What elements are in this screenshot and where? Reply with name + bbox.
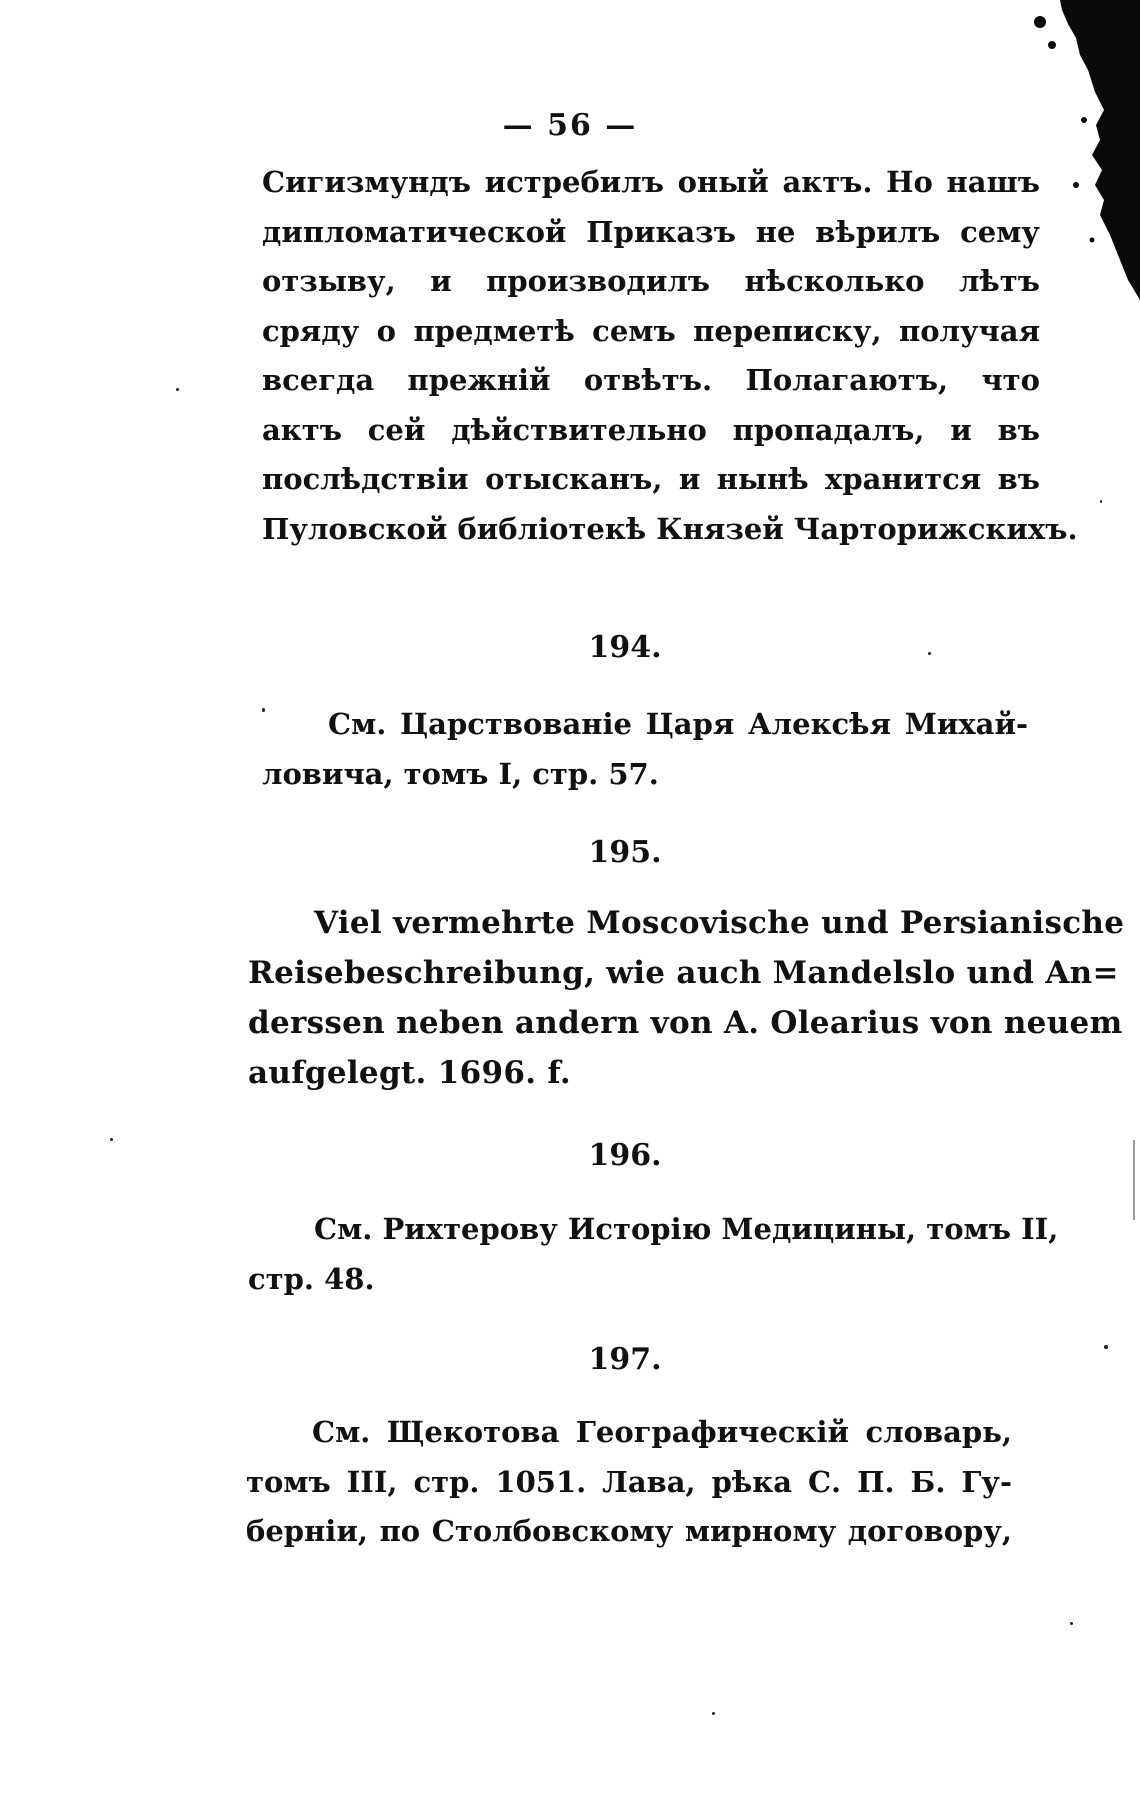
text-line: См. Рихтерову Исторію Медицины, томъ II,: [314, 1212, 1059, 1246]
text-line: сряду о предметѣ семъ переписку, получая: [262, 313, 1040, 348]
scan-speck: [1104, 1345, 1108, 1349]
text-line: См. Царствованіе Царя Алексѣя Михай-: [328, 707, 1028, 741]
text-line: Viel vermehrte Moscovische und Persianische: [314, 905, 1125, 941]
text-line: стр. 48.: [248, 1261, 375, 1296]
text-line: Reisebeschreibung, wie auch Mandelslo und An=: [248, 955, 1119, 991]
text-line: derssen neben andern von A. Olearius von neuem: [248, 1005, 1123, 1041]
entry-number: 196.: [588, 1138, 662, 1173]
text-line: дипломатической Приказъ не вѣрилъ сему: [262, 214, 1040, 249]
text-line: ловича, томъ I, стр. 57.: [262, 756, 659, 791]
text-line: послѣдствіи отысканъ, и нынѣ хранится въ: [262, 462, 1040, 496]
text-line: актъ сей дѣйствительно пропадалъ, и въ: [262, 412, 1040, 447]
text-line: См. Щекотова Географическій словарь,: [312, 1415, 1012, 1449]
scan-speck: [176, 388, 179, 391]
text-line: Пуловской библіотекѣ Князей Чарторижскихъ.: [262, 511, 1078, 546]
text-line: отзыву, и производилъ нѣсколько лѣтъ: [262, 264, 1040, 298]
scan-speck: [1100, 500, 1102, 503]
scan-speck: [712, 1712, 715, 1715]
entry-text: [246, 1408, 1012, 1557]
scan-speck: [928, 652, 931, 655]
text-line: берніи, по Столбовскому мирному договору,: [246, 1514, 1012, 1548]
scan-speck: [110, 1138, 113, 1141]
entry-text: [262, 700, 1028, 799]
scan-speck: [262, 708, 265, 712]
scan-edge-line: [1133, 1140, 1135, 1220]
entry-number: 195.: [588, 835, 662, 870]
entry-text: [248, 898, 1125, 1098]
text-line: томъ III, стр. 1051. Лава, рѣка С. П. Б. Гу-: [246, 1464, 1012, 1499]
scan-speck: [1070, 1622, 1073, 1625]
text-line: всегда прежній отвѣтъ. Полагаютъ, что: [262, 363, 1040, 397]
entry-number: 197.: [588, 1342, 662, 1377]
text-line: aufgelegt. 1696. f.: [248, 1055, 572, 1091]
text-line: Сигизмундъ истребилъ оный актъ. Но нашъ: [262, 165, 1040, 199]
page-number: — 56 —: [502, 108, 638, 143]
entry-text: [248, 1205, 1059, 1304]
continuation-paragraph: [262, 158, 1078, 554]
entry-number: 194.: [588, 630, 662, 665]
